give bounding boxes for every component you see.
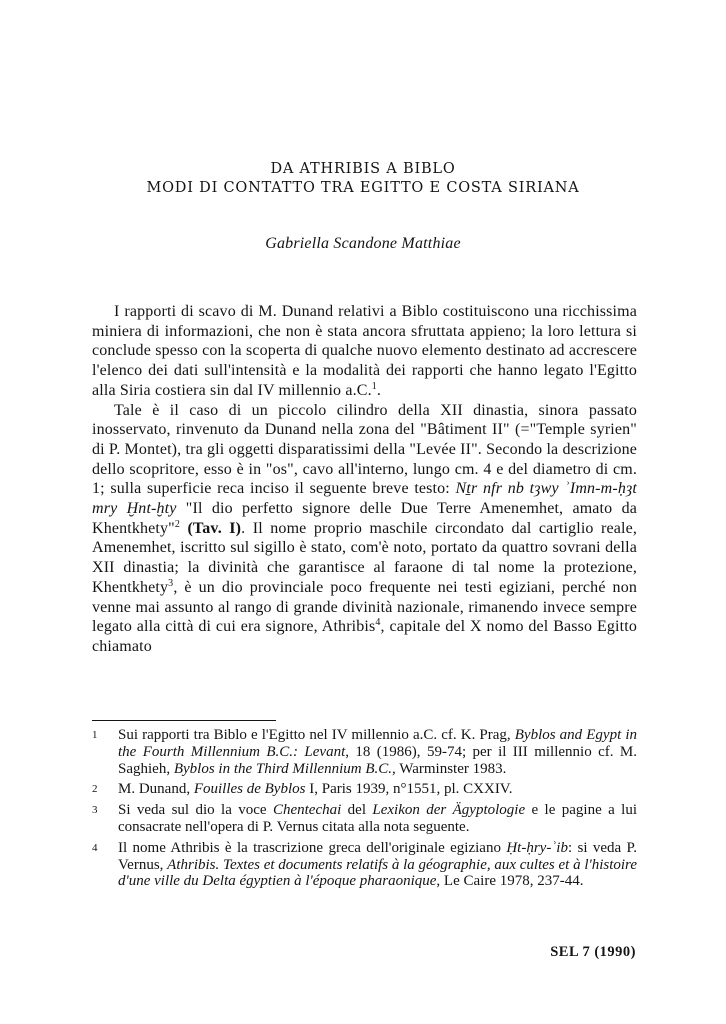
footnote-number: 4 [92, 841, 98, 854]
footnote-1: 1 Sui rapporti tra Biblo e l'Egitto nel IV millennio a.C. cf. K. Prag, Byblos and Egypt in the Fourth Millennium B.C.: Levant, 18 (1986), 59-74; per il III millennio cf. M. Saghieh, Byblos in the Third Millennium B.C., Warminster 1983. [92, 727, 637, 777]
footnote-separator [92, 720, 276, 721]
footnote-3: 3 Si veda sul dio la voce Chentechai del Lexikon der Ägyptologie e le pagine a lui consacrate nell'opera di P. Vernus citata alla nota seguente. [92, 802, 638, 835]
paragraph-1: I rapporti di scavo di M. Dunand relativi a Biblo costituiscono una ricchissima miniera di informazioni, che non è stata ancora sfruttata appieno; la loro lettura si conclude spesso con la scoperta di qualche nuovo elemento destinato ad accrescere l'elenco dei dati sull'intensità e la modalità dei rapporti che hanno legato l'Egitto alla Siria costiera sin dal IV millennio a.C.$^1$. [92, 303, 637, 399]
footnote-ref-4: 4 [375, 617, 381, 629]
footnote-ref-3: 3 [168, 577, 174, 589]
title-line-1: DA ATHRIBIS A BIBLO [270, 161, 456, 177]
journal-footer: SEL 7 (1990) [550, 944, 636, 960]
footnote-ref-2: 2 [174, 518, 180, 530]
article-body [92, 302, 637, 657]
footnote-4: 4 Il nome Athribis è la trascrizione greca dell'originale egiziano Ḥt-ḥry-ʾib: si veda P. Vernus, Athribis. Textes et documents relatifs à la géographie, aux cultes et à l'histoire d'une ville du Delta égyptien à l'époque pharaonique, Le Caire 1978, 237-44. [92, 839, 637, 890]
title-line-2: MODI DI CONTATTO TRA EGITTO E COSTA SIRIANA [146, 180, 580, 196]
author-name: Gabriella Scandone Matthiae [265, 235, 461, 252]
paragraph-2: Tale è il caso di un piccolo cilindro della XII dinastia, sinora passato inosservato, rinvenuto da Dunand nella zona del "Bâtiment II" (="Temple syrien" di P. Montet), tra gli oggetti disparatissimi della "Levée II". Secondo la descrizione dello scopritore, esso è in "os", cavo all'interno, lungo cm. 4 e del diametro di cm. 1; sulla superficie reca inciso il seguente breve testo: Nṯr nfr nb tȝwy ʾImn-m-ḥȝt mry Ḫnt-ḫty "Il dio perfetto signore delle Due Terre Amenemhet, amato da Khentkhety"$^2$ (Tav. I). Il nome proprio maschile circondato dal cartiglio reale, Amenemhet, iscritto sul sigillo è stato, com'è noto, portato da quattro sovrani della XII dinastia; la divinità che garantisce al faraone di tal nome la protezione, Khentkhety$^3$, è un dio provinciale poco frequente nei testi egiziani, perché non venne mai assunto al rango di grande divinità nazionale, rimanendo invece sempre legato alla città di cui era signore, Athribis$^4$, capitale del X nomo del Basso Egitto chiamato [92, 401, 637, 655]
footnote-number: 1 [92, 729, 98, 741]
footnote-number: 2 [92, 783, 98, 796]
footnotes [92, 727, 637, 894]
footnote-number: 3 [92, 804, 98, 817]
transliteration: Nṯr nfr nb tȝwy ʾImn-m-ḥȝt mry Ḫnt-ḫty [92, 480, 637, 518]
footnote-2: 2 M. Dunand, Fouilles de Byblos I, Paris 1939, n°1551, pl. CXXIV. [92, 781, 513, 798]
footnote-ref-1: 1 [371, 380, 377, 392]
plate-reference: (Tav. I) [187, 519, 242, 537]
article-title [60, 160, 666, 198]
